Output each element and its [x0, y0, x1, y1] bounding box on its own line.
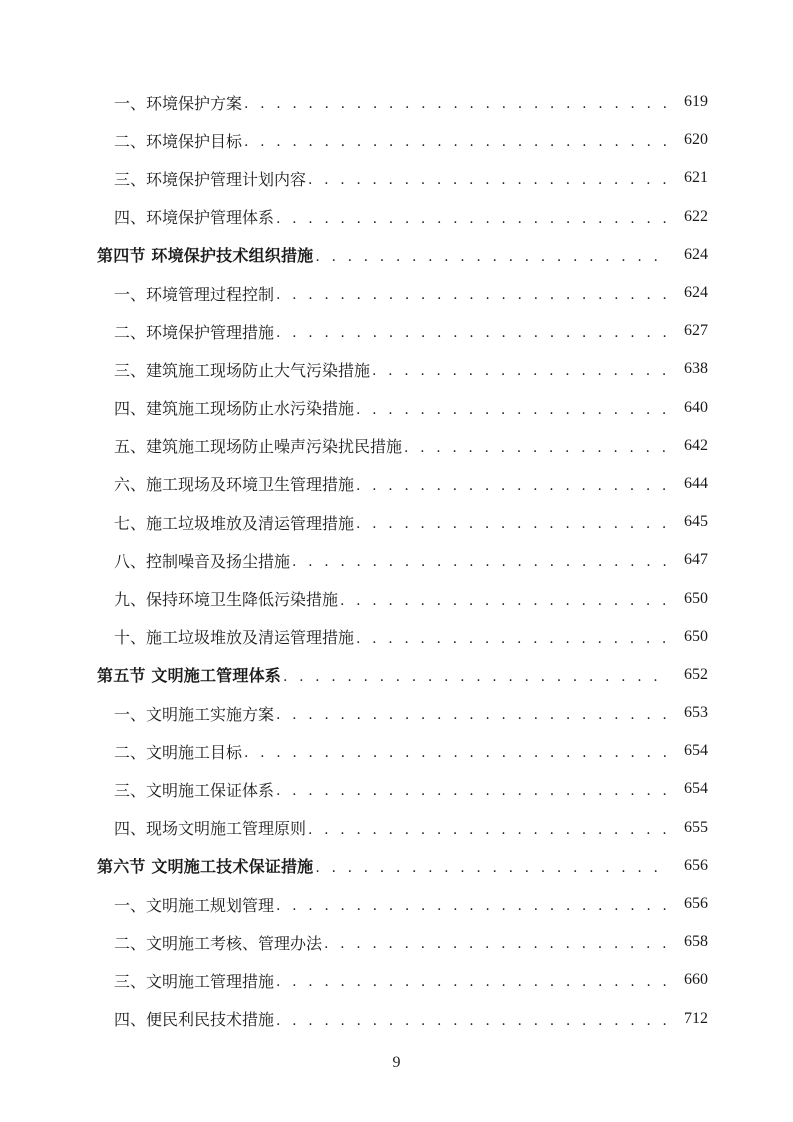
toc-entry[interactable]	[0, 923, 793, 961]
toc-entry-title: 四、便民利民技术措施	[114, 1010, 275, 1030]
toc-entry[interactable]	[0, 465, 793, 503]
toc-entry-title: 二、环境保护管理措施	[114, 322, 275, 342]
toc-dot-leader	[404, 440, 668, 456]
toc-dot-leader	[308, 822, 668, 838]
toc-dot-leader	[308, 172, 668, 188]
page-number: 9	[392, 1054, 401, 1071]
toc-dot-leader	[292, 554, 668, 570]
toc-dot-leader	[244, 96, 668, 112]
toc-entry-title: 三、文明施工管理措施	[114, 971, 275, 991]
toc-entry-title: 三、环境保护管理计划内容	[114, 169, 307, 189]
toc-entry-title: 八、控制噪音及扬尘措施	[114, 551, 291, 571]
toc-entry-title: 三、建筑施工现场防止大气污染措施	[114, 360, 371, 380]
toc-entry-title: 五、建筑施工现场防止噪声污染扰民措施	[114, 437, 403, 457]
table-of-contents	[0, 83, 793, 1038]
toc-entry-title: 一、文明施工规划管理	[114, 895, 275, 915]
toc-entry-title: 四、环境保护管理体系	[114, 208, 275, 228]
toc-entry[interactable]	[0, 579, 793, 617]
toc-entry-page: 712	[684, 1009, 708, 1027]
toc-dot-leader	[356, 516, 668, 532]
toc-entry-page: 638	[684, 360, 708, 378]
toc-entry-page: 654	[684, 780, 708, 798]
toc-entry-title: 六、施工现场及环境卫生管理措施	[114, 475, 355, 495]
toc-dot-leader	[276, 325, 668, 341]
toc-dot-leader	[276, 974, 668, 990]
toc-section-entry[interactable]	[0, 236, 793, 274]
toc-dot-leader	[276, 898, 668, 914]
toc-entry[interactable]	[0, 961, 793, 999]
toc-entry-page: 655	[684, 818, 708, 836]
toc-entry[interactable]	[0, 350, 793, 388]
toc-entry[interactable]	[0, 541, 793, 579]
toc-entry[interactable]	[0, 198, 793, 236]
toc-entry-page: 644	[684, 474, 708, 492]
toc-dot-leader	[276, 211, 668, 227]
toc-entry[interactable]	[0, 1000, 793, 1038]
toc-entry-page: 660	[684, 971, 708, 989]
toc-entry[interactable]	[0, 427, 793, 465]
toc-entry-title: 三、文明施工保证体系	[114, 780, 275, 800]
toc-entry-page: 652	[684, 665, 708, 683]
toc-dot-leader	[315, 249, 668, 265]
toc-entry[interactable]	[0, 618, 793, 656]
toc-dot-leader	[340, 593, 668, 609]
toc-entry[interactable]	[0, 770, 793, 808]
toc-dot-leader	[276, 707, 668, 723]
toc-dot-leader	[356, 478, 668, 494]
toc-dot-leader	[356, 631, 668, 647]
toc-entry-title: 一、文明施工实施方案	[114, 704, 275, 724]
toc-entry-page: 658	[684, 933, 708, 951]
toc-dot-leader	[356, 402, 668, 418]
toc-dot-leader	[244, 745, 668, 761]
toc-dot-leader	[315, 860, 668, 876]
toc-dot-leader	[283, 669, 668, 685]
toc-entry-page: 620	[684, 131, 708, 149]
toc-entry-title: 第四节 环境保护技术组织措施	[97, 246, 314, 266]
toc-entry-title: 七、施工垃圾堆放及清运管理措施	[114, 513, 355, 533]
toc-entry-title: 二、文明施工考核、管理办法	[114, 933, 323, 953]
toc-entry[interactable]	[0, 694, 793, 732]
toc-entry[interactable]	[0, 159, 793, 197]
toc-entry[interactable]	[0, 503, 793, 541]
toc-entry-title: 四、建筑施工现场防止水污染措施	[114, 399, 355, 419]
toc-entry-page: 645	[684, 513, 708, 531]
toc-entry-page: 642	[684, 436, 708, 454]
toc-dot-leader	[276, 1013, 668, 1029]
toc-entry[interactable]	[0, 83, 793, 121]
toc-entry[interactable]	[0, 809, 793, 847]
toc-entry-page: 624	[684, 245, 708, 263]
toc-entry-title: 第六节 文明施工技术保证措施	[97, 857, 314, 877]
toc-entry-page: 640	[684, 398, 708, 416]
toc-entry-title: 一、环境保护方案	[114, 93, 243, 113]
toc-entry-page: 621	[684, 169, 708, 187]
toc-entry-page: 654	[684, 742, 708, 760]
toc-dot-leader	[372, 363, 668, 379]
toc-entry-title: 四、现场文明施工管理原则	[114, 819, 307, 839]
toc-dot-leader	[276, 287, 668, 303]
toc-entry-title: 二、文明施工目标	[114, 742, 243, 762]
toc-entry-page: 619	[684, 93, 708, 111]
toc-entry-title: 九、保持环境卫生降低污染措施	[114, 590, 339, 610]
toc-entry-page: 656	[684, 856, 708, 874]
toc-dot-leader	[324, 936, 668, 952]
toc-entry-page: 627	[684, 322, 708, 340]
toc-entry-page: 650	[684, 589, 708, 607]
toc-section-entry[interactable]	[0, 656, 793, 694]
toc-entry-title: 二、环境保护目标	[114, 131, 243, 151]
toc-entry-page: 647	[684, 551, 708, 569]
toc-entry-title: 十、施工垃圾堆放及清运管理措施	[114, 628, 355, 648]
toc-entry[interactable]	[0, 312, 793, 350]
toc-entry[interactable]	[0, 274, 793, 312]
toc-entry-page: 656	[684, 895, 708, 913]
toc-entry[interactable]	[0, 121, 793, 159]
toc-entry-page: 650	[684, 627, 708, 645]
toc-entry[interactable]	[0, 732, 793, 770]
toc-dot-leader	[244, 134, 668, 150]
toc-dot-leader	[276, 783, 668, 799]
toc-entry[interactable]	[0, 389, 793, 427]
toc-entry-page: 624	[684, 284, 708, 302]
toc-entry-title: 一、环境管理过程控制	[114, 284, 275, 304]
toc-entry-page: 622	[684, 207, 708, 225]
toc-entry[interactable]	[0, 885, 793, 923]
toc-entry-page: 653	[684, 704, 708, 722]
toc-entry-title: 第五节 文明施工管理体系	[97, 666, 281, 686]
toc-section-entry[interactable]	[0, 847, 793, 885]
